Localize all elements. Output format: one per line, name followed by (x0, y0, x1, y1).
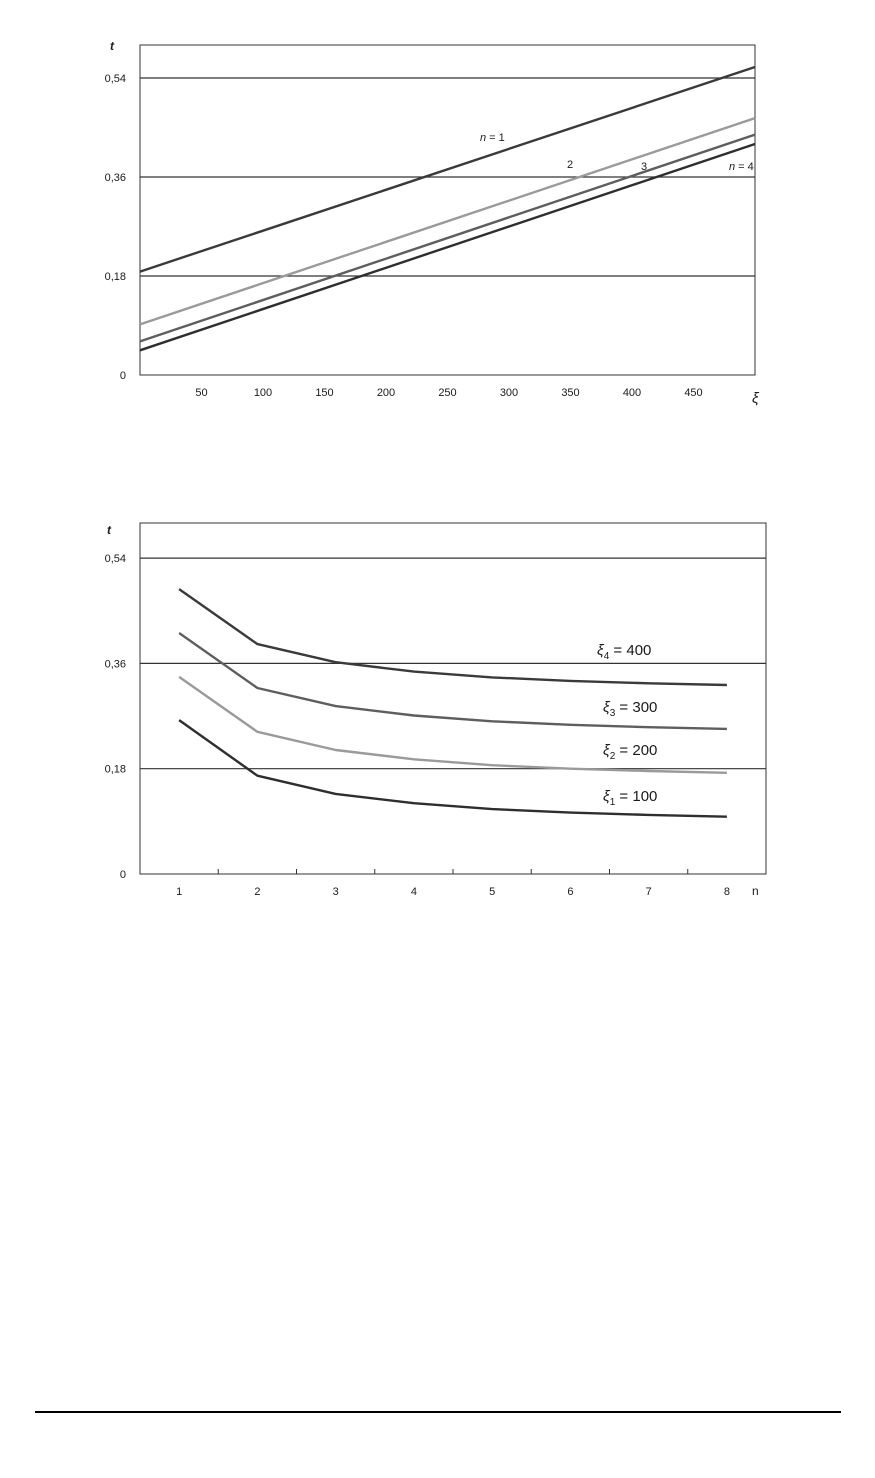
x-tick-label: 3 (332, 886, 339, 898)
y-tick-label: 0 (119, 370, 126, 382)
x-tick-label: 450 (684, 387, 703, 399)
series-label-n4-var: n (729, 161, 736, 173)
series-label-n4 (729, 161, 754, 173)
x-tick-label: 7 (645, 886, 652, 898)
footer-rule (35, 1411, 841, 1413)
series-label-n1-var: n (480, 132, 487, 144)
series-label-n1 (480, 132, 505, 144)
series-label-xi4-var: ξ (597, 642, 604, 659)
series-label-xi2 (603, 742, 657, 762)
series-label-n4-rest: = 4 (735, 161, 754, 173)
series-label-xi1-rest: = 100 (615, 788, 658, 805)
series-line (140, 67, 755, 272)
series-label-xi1-sub: 1 (609, 797, 616, 808)
x-tick-label: 6 (567, 886, 574, 898)
y-tick-label: 0,18 (104, 763, 126, 776)
series-label-xi3 (603, 699, 657, 719)
y-tick-label: 0,36 (104, 172, 126, 184)
x-axis-label-2: n (752, 884, 759, 898)
plot-frame (140, 45, 755, 375)
y-axis-label-2: t (107, 523, 111, 537)
chart-t-vs-xi (0, 30, 875, 435)
series-label-2: 2 (567, 159, 574, 171)
series-label-3: 3 (641, 161, 648, 173)
chart-t-vs-n (0, 515, 875, 920)
x-tick-label: 400 (622, 387, 642, 399)
series-label-xi2-rest: = 200 (615, 742, 658, 759)
y-tick-label: 0,54 (104, 73, 126, 85)
series-label-xi4 (597, 642, 651, 662)
y-tick-label: 0,18 (104, 271, 126, 283)
y-axis-label: t (110, 39, 114, 53)
series-label-xi1 (603, 788, 657, 808)
series-label-n1-rest: = 1 (486, 132, 505, 144)
chart-t-vs-n-svg (0, 515, 875, 915)
series-line (140, 135, 755, 342)
x-axis-label: ξ (752, 390, 759, 407)
x-tick-label: 8 (723, 886, 730, 898)
y-tick-label: 0,54 (104, 553, 126, 566)
x-tick-label: 2 (254, 886, 261, 898)
x-tick-label: 250 (438, 387, 457, 399)
series-label-xi1-var: ξ (603, 788, 610, 805)
series-label-xi2-sub: 2 (609, 751, 616, 762)
series-label-xi2-var: ξ (603, 742, 610, 759)
x-tick-label: 200 (376, 387, 396, 399)
x-tick-label: 300 (499, 387, 519, 399)
x-tick-label: 4 (410, 886, 417, 898)
series-line (140, 144, 755, 350)
x-tick-label: 100 (253, 387, 273, 399)
series-label-xi3-sub: 3 (609, 708, 616, 719)
y-tick-label: 0,36 (104, 658, 126, 671)
series-label-xi3-rest: = 300 (615, 699, 658, 716)
x-tick-label: 50 (195, 387, 208, 399)
series-label-xi3-var: ξ (603, 699, 610, 716)
series-line (179, 589, 727, 685)
series-label-xi4-rest: = 400 (609, 642, 652, 659)
plot-frame-2 (140, 523, 766, 874)
series-line (140, 118, 755, 324)
x-tick-label: 5 (489, 886, 496, 898)
x-tick-label: 350 (561, 387, 580, 399)
x-tick-label: 150 (315, 387, 334, 399)
x-tick-label: 1 (176, 886, 183, 898)
y-tick-label: 0 (119, 869, 126, 881)
chart-t-vs-xi-svg (0, 30, 875, 430)
series-label-xi4-sub: 4 (603, 651, 610, 662)
